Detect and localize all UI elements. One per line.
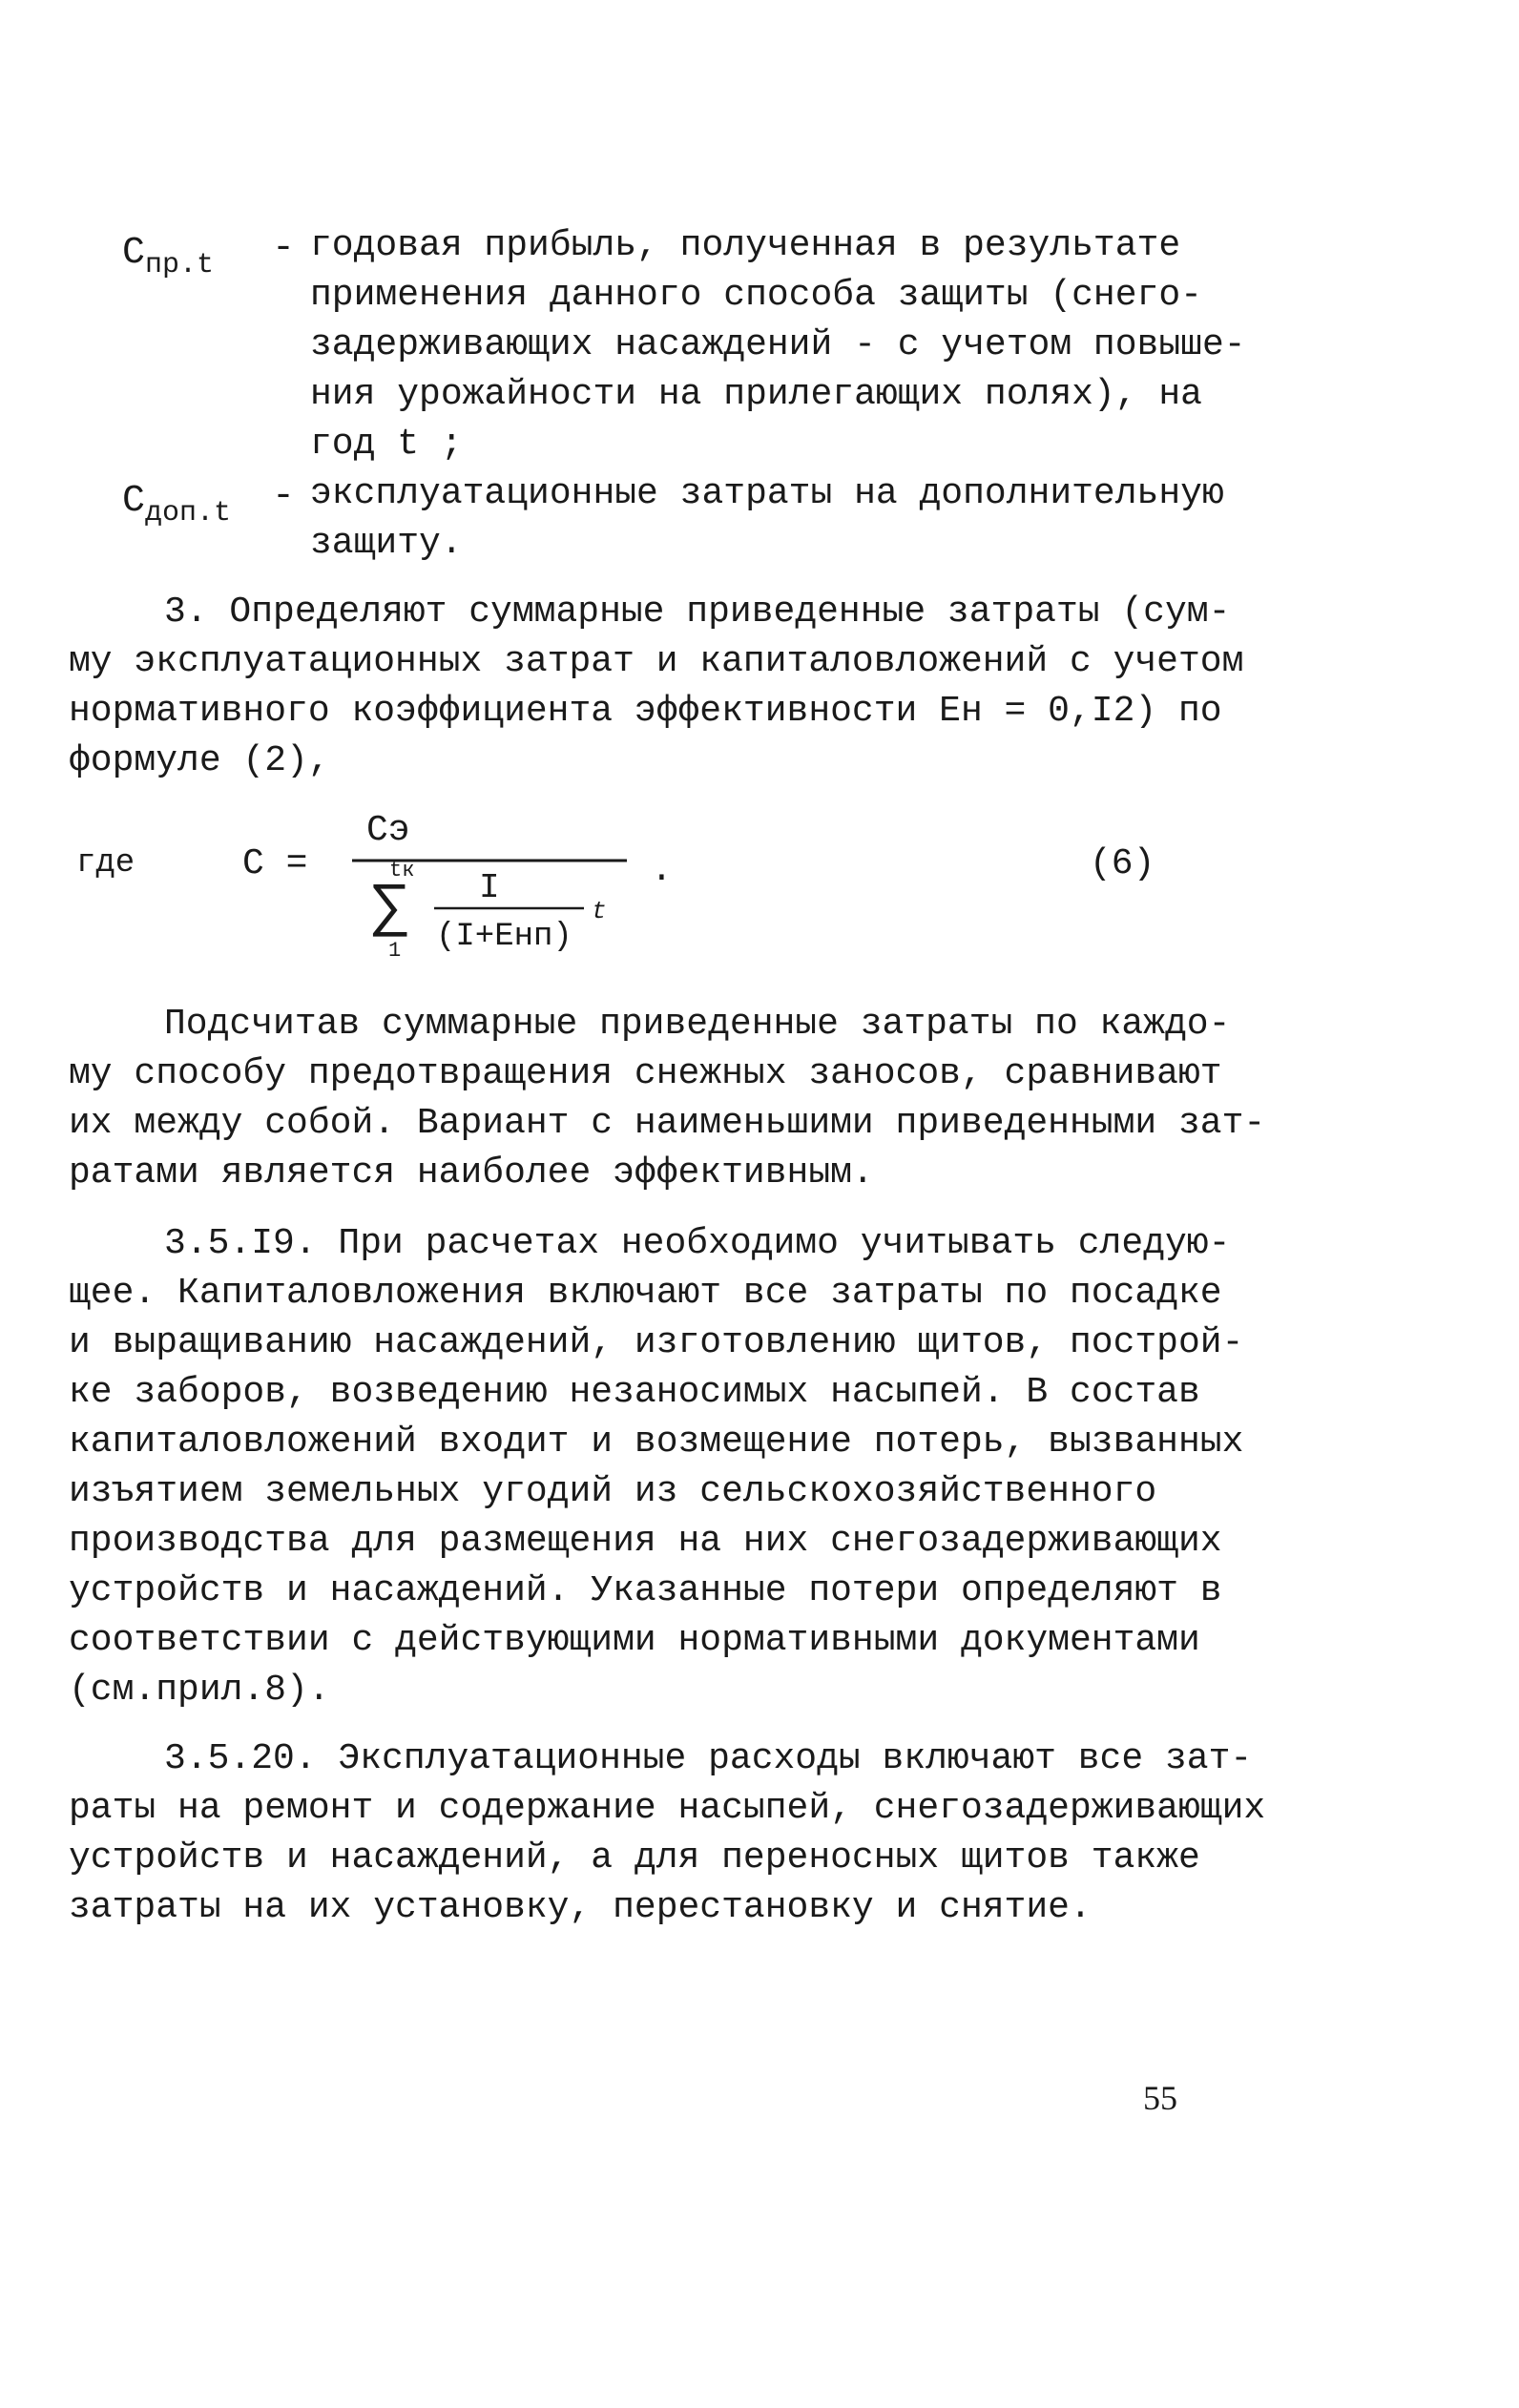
text-line: раты на ремонт и содержание насыпей, снегозадерживающих bbox=[69, 1788, 1266, 1829]
inner-numerator: I bbox=[479, 868, 500, 907]
text-line: соответствии с действующими нормативными документами bbox=[69, 1620, 1200, 1661]
definition-symbol-profit bbox=[122, 229, 214, 290]
paragraph-3-5-19 bbox=[69, 1219, 1243, 1715]
symbol-subscript: доп.t bbox=[145, 497, 232, 529]
symbol-letter: C bbox=[122, 480, 146, 523]
formula-lhs: C = bbox=[242, 843, 308, 884]
paragraph-3-5-20 bbox=[69, 1734, 1265, 1933]
definition-text-extra-costs bbox=[310, 469, 1224, 569]
text-line: годовая прибыль, полученная в результате bbox=[310, 225, 1181, 266]
sigma-icon: ∑ bbox=[372, 874, 408, 942]
formula-period: . bbox=[651, 850, 673, 891]
definition-dash: - bbox=[272, 227, 296, 270]
text-line: изъятием земельных угодий из сельскохозяйственного bbox=[69, 1471, 1157, 1512]
text-line: щее. Капиталовложения включают все затраты по посадке bbox=[69, 1273, 1222, 1314]
sum-lower-limit: 1 bbox=[388, 939, 402, 963]
formula-where: где bbox=[76, 845, 135, 882]
text-line: ния урожайности на прилегающих полях), на bbox=[310, 374, 1202, 415]
text-line: производства для размещения на них снегозадерживающих bbox=[69, 1521, 1222, 1562]
symbol-letter: C bbox=[122, 232, 146, 275]
formula-numerator: Cэ bbox=[366, 811, 410, 851]
text-line: задерживающих насаждений - с учетом повыше- bbox=[310, 324, 1246, 365]
text-line: формуле (2), bbox=[69, 740, 330, 781]
text-line: капиталовложений входит и возмещение потерь, вызванных bbox=[69, 1422, 1244, 1463]
page-number: 55 bbox=[1143, 2079, 1177, 2117]
text-line: год t ; bbox=[310, 424, 463, 465]
text-line: эксплуатационные затраты на дополнительную bbox=[310, 473, 1224, 514]
formula-svg bbox=[69, 811, 1214, 992]
definition-dash: - bbox=[272, 475, 296, 518]
paragraph-summary bbox=[69, 1000, 1265, 1198]
text-line: устройств и насаждений, а для переносных щитов также bbox=[69, 1837, 1200, 1879]
definition-text-profit bbox=[310, 221, 1246, 469]
text-line: 3. Определяют суммарные приведенные затраты (сум- bbox=[164, 592, 1231, 633]
text-line: 3.5.20. Эксплуатационные расходы включают все зат- bbox=[164, 1738, 1253, 1779]
text-line: ратами является наиболее эффективным. bbox=[69, 1152, 874, 1194]
text-line: устройств и насаждений. Указанные потери определяют в bbox=[69, 1570, 1222, 1611]
text-line: применения данного способа защиты (снего- bbox=[310, 275, 1202, 316]
text-line: (см.прил.8). bbox=[69, 1670, 330, 1711]
text-line: их между собой. Вариант с наименьшими приведенными зат- bbox=[69, 1103, 1266, 1144]
definition-symbol-extra-costs bbox=[122, 477, 231, 538]
sum-upper-limit: tк bbox=[389, 859, 415, 882]
formula-exponent: t bbox=[592, 897, 607, 925]
text-line: ке заборов, возведению незаносимых насыпей. В состав bbox=[69, 1372, 1200, 1413]
text-line: и выращиванию насаждений, изготовлению щитов, построй- bbox=[69, 1322, 1244, 1363]
formula-number: (6) bbox=[1090, 843, 1155, 884]
text-line: нормативного коэффициента эффективности Eн = 0,I2) по bbox=[69, 691, 1222, 732]
inner-denominator: (I+Eнп) bbox=[436, 919, 572, 955]
formula-6 bbox=[69, 811, 1214, 992]
text-line: защиту. bbox=[310, 523, 463, 564]
text-line: затраты на их установку, перестановку и снятие. bbox=[69, 1887, 1092, 1928]
paragraph-step-3 bbox=[69, 588, 1243, 786]
text-line: му эксплуатационных затрат и капиталовложений с учетом bbox=[69, 641, 1244, 682]
text-line: му способу предотвращения снежных заносов, сравнивают bbox=[69, 1053, 1222, 1094]
symbol-subscript: пр.t bbox=[145, 249, 215, 281]
text-line: Подсчитав суммарные приведенные затраты по каждо- bbox=[164, 1004, 1231, 1045]
text-line: 3.5.I9. При расчетах необходимо учитывать следую- bbox=[164, 1223, 1231, 1264]
